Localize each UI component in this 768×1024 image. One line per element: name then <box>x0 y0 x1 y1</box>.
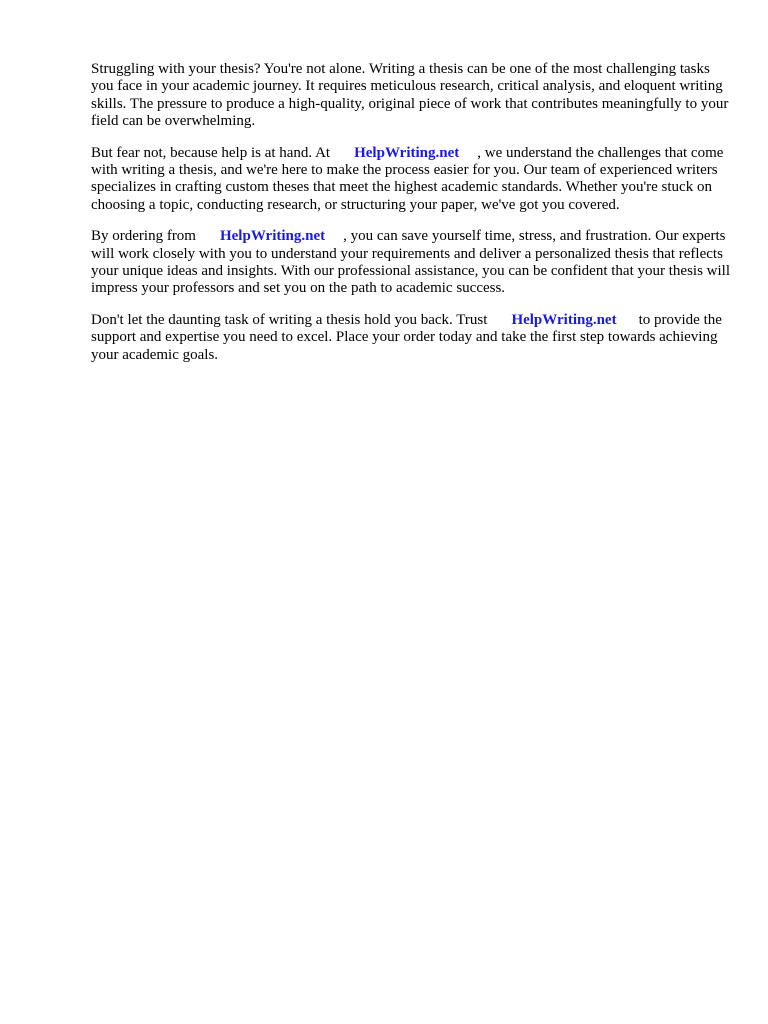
paragraph-ordering <box>91 228 731 298</box>
document-body <box>91 61 731 378</box>
paragraph-text-after: , we understand the challenges that come with writing a thesis, and we're here to make the process easier for you. Our team of experienced writers specializes in crafting custom theses that meet the highest academic standards. Whether you're stuck on choosing a topic, conducting research, or structuring your paper, we've got you covered. <box>91 144 724 213</box>
paragraph-help <box>91 145 731 215</box>
paragraph-text-before: But fear not, because help is at hand. At <box>91 144 331 161</box>
paragraph-text-before: Don't let the daunting task of writing a thesis hold you back. Trust <box>91 311 488 328</box>
paragraph-text: Struggling with your thesis? You're not alone. Writing a thesis can be one of the most challenging tasks you face in your academic journey. It requires meticulous research, critical analysis, and eloquent writing skills. The pressure to produce a high-quality, original piece of work that contributes meaningfully to your field can be overwhelming. <box>91 61 729 130</box>
helpwriting-link[interactable]: HelpWriting.net <box>219 228 326 245</box>
paragraph-intro <box>91 61 731 131</box>
helpwriting-link[interactable]: HelpWriting.net <box>511 311 617 328</box>
helpwriting-link[interactable]: HelpWriting.net <box>354 144 460 161</box>
paragraph-text-after: , you can save yourself time, stress, and frustration. Our experts will work closely with you to understand your requirements and deliver a personalized thesis that reflects your unique ideas and insights. With our professional assistance, you can be confident that your thesis will impress your professors and set you on the path to academic success. <box>91 228 730 297</box>
paragraph-text-before: By ordering from <box>91 228 196 245</box>
paragraph-text-after: to provide the support and expertise you need to excel. Place your order today and take the first step towards achieving your academic goals. <box>91 311 722 363</box>
paragraph-closing <box>91 312 731 364</box>
